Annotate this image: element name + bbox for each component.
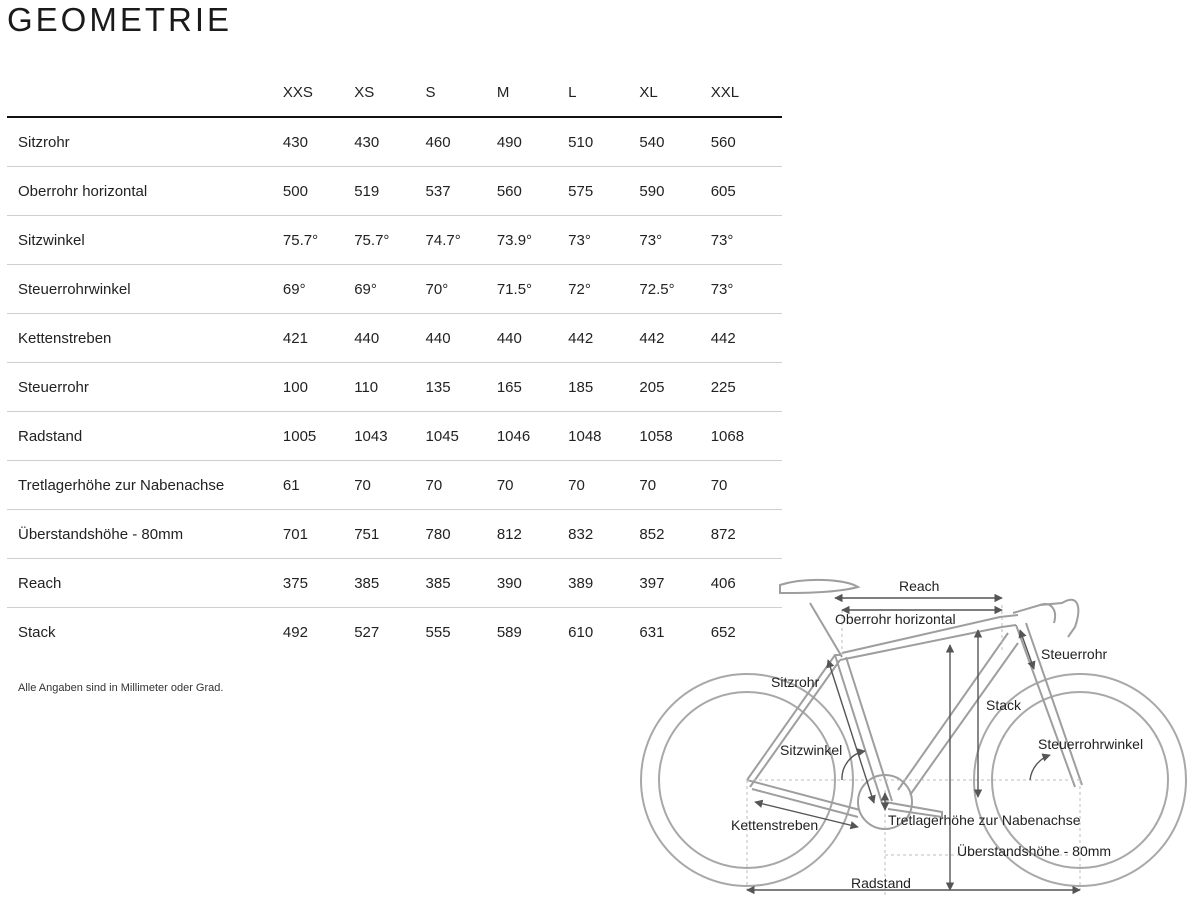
- row-label: Steuerrohrwinkel: [7, 265, 283, 314]
- table-cell: 430: [354, 117, 425, 167]
- table-cell: 73°: [568, 216, 639, 265]
- table-cell: 537: [426, 167, 497, 216]
- table-cell: 605: [711, 167, 782, 216]
- table-row: [7, 216, 782, 265]
- header-cell-m: M: [497, 68, 568, 117]
- table-cell: 519: [354, 167, 425, 216]
- table-cell: 560: [711, 117, 782, 167]
- table-cell: 73°: [639, 216, 710, 265]
- table-row: [7, 510, 782, 559]
- diagram-label-stack: Stack: [986, 697, 1022, 713]
- table-row: [7, 412, 782, 461]
- diagram-label-sitzwinkel: Sitzwinkel: [780, 742, 843, 758]
- table-cell: 1058: [639, 412, 710, 461]
- table-cell: 852: [639, 510, 710, 559]
- table-cell: 385: [426, 559, 497, 608]
- table-cell: 70: [568, 461, 639, 510]
- row-label: Stack: [18, 623, 56, 641]
- table-cell: 385: [354, 559, 425, 608]
- row-label: Überstandshöhe - 80mm: [7, 510, 283, 559]
- diagram-label-reach: Reach: [899, 578, 940, 594]
- table-row: [7, 167, 782, 216]
- table-cell: 430: [283, 117, 354, 167]
- table-cell: 442: [568, 314, 639, 363]
- table-row: [7, 461, 782, 510]
- table-cell: 61: [283, 461, 354, 510]
- table-cell: 1043: [354, 412, 425, 461]
- diagram-label-ueberstand: Überstandshöhe - 80mm: [957, 843, 1112, 859]
- table-row: [7, 363, 782, 412]
- table-row: [7, 265, 782, 314]
- table-cell: 490: [497, 117, 568, 167]
- table-header-row: [7, 68, 782, 117]
- row-label: Sitzwinkel: [7, 216, 283, 265]
- table-cell: 812: [497, 510, 568, 559]
- row-label: Sitzrohr: [7, 117, 283, 167]
- table-cell: 527: [354, 623, 380, 641]
- table-cell: 560: [497, 167, 568, 216]
- header-cell-xxl: XXL: [711, 68, 782, 117]
- table-cell: 70: [426, 461, 497, 510]
- table-cell: 440: [497, 314, 568, 363]
- diagram-label-sitzrohr: Sitzrohr: [771, 674, 820, 690]
- table-cell: 100: [283, 363, 354, 412]
- table-cell: 1068: [711, 412, 782, 461]
- table-cell: 390: [497, 559, 568, 608]
- table-cell: 397: [639, 559, 710, 608]
- table-cell: 500: [283, 167, 354, 216]
- table-cell: 389: [568, 559, 639, 608]
- header-cell-xl: XL: [639, 68, 710, 117]
- table-cell: 440: [354, 314, 425, 363]
- row-label: Steuerrohr: [7, 363, 283, 412]
- header-cell-xxs: XXS: [283, 68, 354, 117]
- diagram-label-radstand: Radstand: [851, 875, 911, 891]
- table-cell: 75.7°: [354, 216, 425, 265]
- table-cell: 442: [639, 314, 710, 363]
- table-cell: 70: [354, 461, 425, 510]
- table-cell: 421: [283, 314, 354, 363]
- table-cell: 1045: [426, 412, 497, 461]
- diagram-label-oberrohr: Oberrohr horizontal: [835, 611, 956, 627]
- table-cell: 832: [568, 510, 639, 559]
- table-cell: 610: [568, 623, 594, 641]
- table-cell: 70: [497, 461, 568, 510]
- row-label: Tretlagerhöhe zur Nabenachse: [7, 461, 283, 510]
- diagram-label-steuerrohrwinkel: Steuerrohrwinkel: [1038, 736, 1144, 752]
- table-cell: 165: [497, 363, 568, 412]
- table-cell: 555: [425, 623, 451, 641]
- table-cell: 185: [568, 363, 639, 412]
- table-cell: 589: [496, 623, 522, 641]
- table-row: [7, 314, 782, 363]
- table-cell: 1048: [568, 412, 639, 461]
- table-cell: 69°: [354, 265, 425, 314]
- table-cell: 70: [711, 461, 782, 510]
- table-cell: 492: [282, 623, 308, 641]
- table-cell: 460: [426, 117, 497, 167]
- table-cell: 751: [354, 510, 425, 559]
- table-cell: 1046: [497, 412, 568, 461]
- table-cell: 69°: [283, 265, 354, 314]
- page-title: GEOMETRIE: [7, 1, 233, 38]
- header-cell-s: S: [426, 68, 497, 117]
- diagram-label-kettenstreben: Kettenstreben: [731, 817, 819, 833]
- row-label: Oberrohr horizontal: [7, 167, 283, 216]
- diagram-label-tretlager: Tretlagerhöhe zur Nabenachse: [888, 812, 1081, 828]
- table-cell: 70: [639, 461, 710, 510]
- table-cell: 70°: [426, 265, 497, 314]
- table-cell: 631: [639, 623, 665, 641]
- header-cell-xs: XS: [354, 68, 425, 117]
- table-cell: 205: [639, 363, 710, 412]
- table-cell: 510: [568, 117, 639, 167]
- table-cell: 110: [354, 363, 425, 412]
- header-cell: [7, 68, 283, 117]
- row-label: Reach: [7, 559, 283, 608]
- header-cell-l: L: [568, 68, 639, 117]
- table-cell: 375: [283, 559, 354, 608]
- row-label: Radstand: [7, 412, 283, 461]
- footnote: Alle Angaben sind in Millimeter oder Grad.: [18, 682, 224, 694]
- table-row: [7, 117, 782, 167]
- table-cell: 575: [568, 167, 639, 216]
- table-cell: 701: [283, 510, 354, 559]
- table-cell: 1005: [283, 412, 354, 461]
- table-cell: 73°: [711, 265, 782, 314]
- table-cell: 872: [711, 510, 782, 559]
- table-cell: 540: [639, 117, 710, 167]
- table-cell: 440: [426, 314, 497, 363]
- table-cell: 75.7°: [283, 216, 354, 265]
- table-cell: 72°: [568, 265, 639, 314]
- table-cell: 225: [711, 363, 782, 412]
- table-cell: 406: [711, 559, 782, 608]
- table-cell: 590: [639, 167, 710, 216]
- table-cell: 73.9°: [497, 216, 568, 265]
- table-cell: 135: [426, 363, 497, 412]
- table-cell: 72.5°: [639, 265, 710, 314]
- diagram-label-steuerrohr: Steuerrohr: [1041, 646, 1108, 662]
- table-cell: 780: [426, 510, 497, 559]
- table-cell: 73°: [711, 216, 782, 265]
- table-cell: 74.7°: [426, 216, 497, 265]
- table-cell: 71.5°: [497, 265, 568, 314]
- bike-geometry-diagram: [630, 565, 1200, 900]
- table-cell: 442: [711, 314, 782, 363]
- row-label: Kettenstreben: [7, 314, 283, 363]
- table-cell: 652: [710, 623, 736, 641]
